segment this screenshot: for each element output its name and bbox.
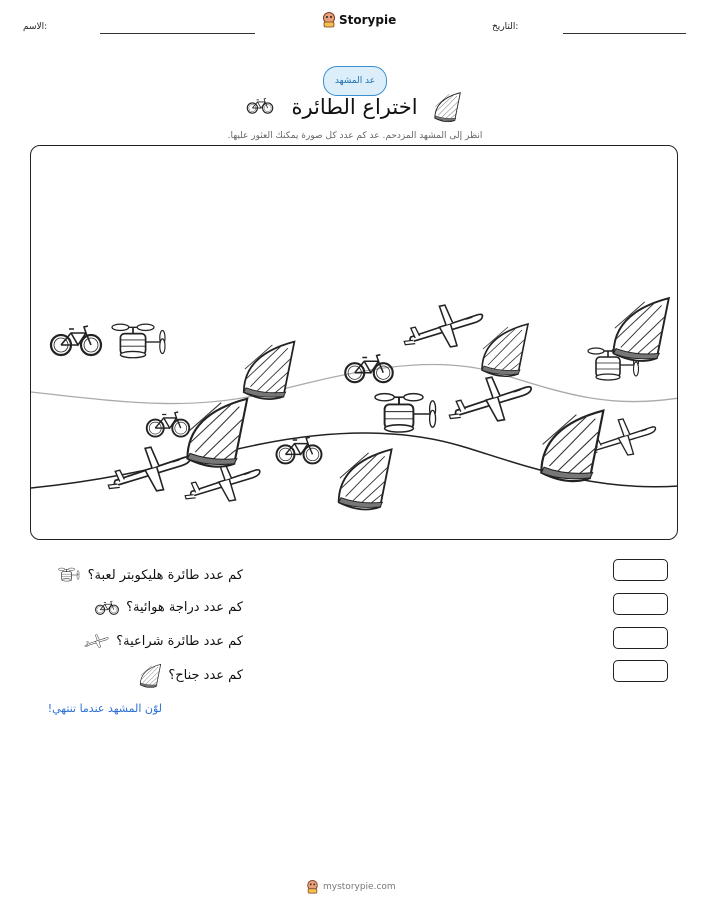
answer-box-toy-helicopter[interactable] (613, 559, 668, 581)
count-scene-badge: عد المشهد (323, 66, 387, 96)
wing-icon (138, 663, 162, 687)
wing-1 (244, 342, 295, 399)
bicycle-icon (94, 597, 120, 617)
question-toy-helicopter (56, 564, 243, 586)
glider-4 (108, 447, 190, 491)
glider-1 (404, 305, 482, 347)
wing-5 (541, 411, 603, 482)
question-text: كم عدد طائرة شراعية؟ (116, 633, 243, 649)
date-line[interactable] (563, 33, 686, 34)
question-glider (84, 631, 243, 651)
coloring-note: لوّن المشهد عندما تنتهي! (47, 702, 162, 715)
date-label: التاريخ: (492, 22, 519, 32)
question-text: كم عدد دراجة هوائية؟ (126, 599, 243, 615)
instructions: انظر إلى المشهد المزدحم. عد كم عدد كل صورة يمكنك العثور عليها. (227, 131, 483, 141)
wing-icon (431, 90, 463, 122)
name-label: الاسم: (23, 22, 48, 32)
wing-3 (614, 298, 669, 361)
question-bicycle (94, 597, 243, 617)
answer-box-wing[interactable] (613, 660, 668, 682)
answer-box-bicycle[interactable] (613, 593, 668, 615)
busy-scene (30, 145, 678, 540)
toy-helicopter-1 (112, 324, 165, 358)
question-wing (138, 663, 243, 687)
brand-name: Storypie (339, 13, 397, 27)
glider-2 (449, 377, 531, 421)
hill-back (31, 364, 678, 403)
question-text: كم عدد طائرة هليكوبتر لعبة؟ (87, 567, 243, 583)
storypie-mascot-icon (322, 12, 336, 28)
storypie-mascot-icon (306, 880, 319, 894)
answer-box-glider[interactable] (613, 627, 668, 649)
scene-illustration (31, 146, 678, 540)
toy-helicopter-icon (56, 564, 82, 586)
wing-2 (482, 324, 528, 376)
glider-icon (84, 631, 110, 651)
wing-6 (339, 449, 392, 509)
name-line[interactable] (100, 33, 255, 34)
footer (306, 880, 396, 894)
footer-url[interactable]: mystorypie.com (323, 882, 396, 892)
wing-4 (187, 399, 247, 467)
brand-logo (322, 12, 396, 28)
bicycle-3 (147, 412, 190, 437)
bicycle-1 (51, 326, 101, 355)
toy-helicopter-2 (375, 394, 436, 432)
bicycle-4 (277, 437, 322, 463)
page-title: اختراع الطائرة (291, 95, 418, 119)
question-text: كم عدد جناح؟ (168, 667, 243, 683)
